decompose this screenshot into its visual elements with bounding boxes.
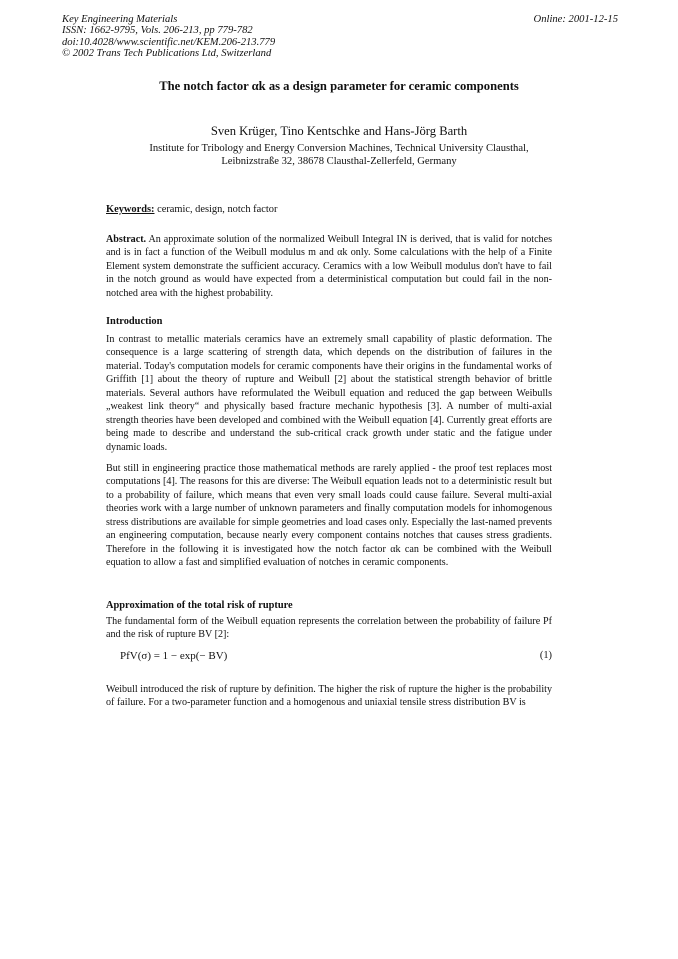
issn-line: ISSN: 1662-9795, Vols. 206-213, pp 779-782 <box>62 25 253 37</box>
approximation-heading: Approximation of the total risk of rupture <box>106 600 293 611</box>
equation-1 <box>120 650 552 662</box>
abstract-text: An approximate solution of the normalized Weibull Integral IN is derived, that is valid for notches and is in fact a function of the Weibull modulus m and αk only. Some calculations with the help of a Finite Element system demonstrate the sufficient accuracy. Ceramics with a low Weibull modulus don't have to fail in the notch ground as would have expected from a deterministical computation but could fail in the non-notched area with the highest probability. <box>106 234 553 299</box>
introduction-heading: Introduction <box>106 316 163 327</box>
approximation-paragraph-2: Weibull introduced the risk of rupture by definition. The higher the risk of rupture the higher is the probability of failure. For a two-parameter function and a homogenous and uniaxial tensile stress distribution BV is <box>106 684 552 709</box>
approximation-paragraph-1: The fundamental form of the Weibull equation represents the correlation between the probability of failure Pf and the risk of rupture BV [2]: <box>106 616 552 641</box>
introduction-paragraph-2: But still in engineering practice those mathematical methods are rarely applied - the proof test replaces most computations [4]. The reasons for this are diverse: The Weibull equation leads not to a deterministic result but to a probability of failure, which means that even very small loads could cause failure. Several multi-axial theories work with a large number of unknown parameters and finally computation models for inhomogenous stress distributions are available for simple geometries and load cases only. Especially the last-named prevents an engineering computation, because nearly every component contains notches that causes stress gradients. Therefore in the following it is investigated how the notch factor αk can be combined with the Weibull equation to allow a fast and simplified evaluation of notches in ceramic components. <box>106 463 552 569</box>
equation-expression: PfV(σ) = 1 − exp(− BV) <box>120 650 228 662</box>
keywords-label: Keywords: <box>106 204 155 215</box>
keywords-text: ceramic, design, notch factor <box>157 204 278 215</box>
author-list: Sven Krüger, Tino Kentschke and Hans-Jörg Barth <box>210 124 468 138</box>
paper-title: The notch factor αk as a design parameter for ceramic components <box>159 79 519 93</box>
copyright-line: © 2002 Trans Tech Publications Ltd, Switzerland <box>62 48 272 60</box>
affiliation <box>0 142 678 168</box>
journal-header <box>62 14 618 60</box>
introduction-paragraph-1: In contrast to metallic materials ceramics have an extremely small capability of plastic deformation. The consequence is a large scattering of strength data, which depends on the distribution of failures in the material. Today's computation models for ceramic components have their origins in the fundamental works of Griffith [1] about the theory of rupture and Weibull [2] about the statistical strength behavior of brittle materials. Several authors have reformulated the Weibull equation and reduced the gap between Weibulls „weakest link theory“ and physically based fracture mechanic hypothesis [3]. A number of multi-axial strength theories have been developed and combined with the Weibull equation [4]. Currently great efforts are being made to describe and understand the sub-critical crack growth under static and the fatigue under dynamic loads. <box>106 334 552 453</box>
abstract <box>106 233 552 300</box>
abstract-label: Abstract. <box>106 234 147 245</box>
affiliation-line-2: Leibnizstraße 32, 38678 Clausthal-Zellerfeld, Germany <box>221 156 457 167</box>
keywords <box>106 204 277 215</box>
affiliation-line-1: Institute for Tribology and Energy Conversion Machines, Technical University Clausthal, <box>149 143 529 154</box>
doi-line[interactable]: doi:10.4028/www.scientific.net/KEM.206-213.779 <box>62 36 276 48</box>
journal-name: Key Engineering Materials <box>62 14 178 25</box>
equation-number: (1) <box>539 650 552 661</box>
online-date: Online: 2001-12-15 <box>533 14 618 25</box>
